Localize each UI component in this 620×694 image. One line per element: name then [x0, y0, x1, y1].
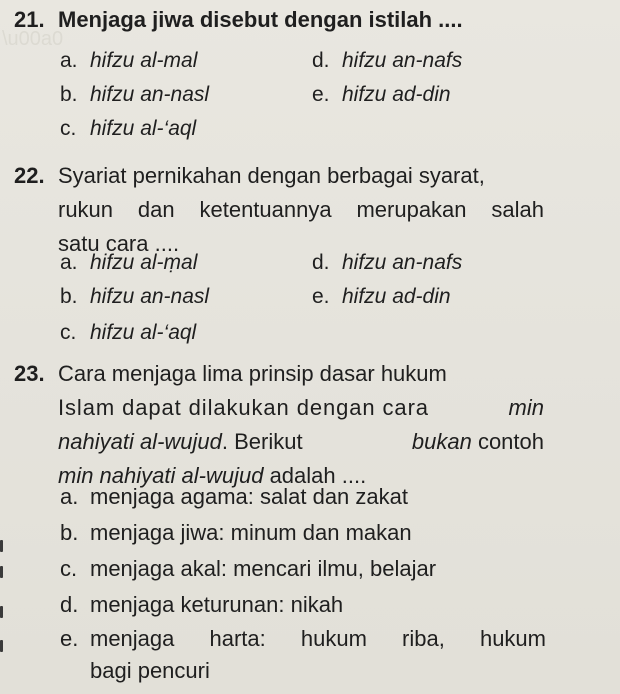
option-d[interactable] — [60, 590, 343, 620]
question-text: Islam dapat dilakukan dengan cara — [58, 395, 429, 420]
option-letter: b. — [60, 285, 78, 308]
option-text: hifzu an-nafs — [342, 251, 463, 274]
option-d[interactable] — [312, 248, 462, 278]
question-22-line-2: rukun dan ketentuannya merupakan salah — [58, 197, 544, 222]
question-22-line-1 — [14, 160, 485, 192]
left-edge-mark — [0, 606, 3, 618]
option-letter: a. — [60, 49, 78, 72]
question-term: min nahiyati al-wujud — [58, 463, 264, 488]
option-letter: c. — [60, 556, 78, 581]
question-text: Syariat pernikahan dengan berbagai syarat, — [58, 163, 485, 188]
bleed-through-text: \u00a0 — [2, 28, 64, 50]
option-letter: d. — [312, 251, 330, 274]
option-text: menjaga agama: salat dan zakat — [90, 484, 408, 509]
question-23-line-3 — [58, 426, 544, 458]
option-text: hifzu al-mal — [90, 49, 198, 72]
option-letter: a. — [60, 251, 78, 274]
option-letter: d. — [60, 592, 79, 617]
option-b[interactable] — [60, 518, 412, 548]
option-letter: e. — [312, 83, 330, 106]
option-letter: e. — [60, 626, 79, 651]
option-e[interactable] — [60, 624, 546, 654]
option-a[interactable] — [60, 46, 197, 76]
question-22-line-3: satu cara .... — [58, 231, 180, 256]
option-b[interactable] — [60, 80, 209, 110]
left-edge-mark — [0, 566, 3, 578]
option-letter: a. — [60, 484, 79, 509]
option-e[interactable] — [312, 80, 451, 110]
option-text: hifzu an-nasl — [90, 285, 210, 308]
question-number: 22. — [14, 163, 45, 188]
option-c[interactable] — [60, 114, 196, 144]
question-text: contoh — [477, 429, 544, 454]
question-text: . Berikut — [221, 429, 303, 454]
question-text: Cara menjaga lima prinsip dasar hukum — [58, 361, 447, 386]
option-text: menjaga keturunan: nikah — [90, 592, 344, 617]
option-text: hifzu al-‘aql — [90, 321, 197, 344]
option-letter: b. — [60, 520, 79, 545]
option-letter: d. — [312, 49, 330, 72]
option-c[interactable] — [60, 554, 436, 584]
left-edge-mark — [0, 640, 3, 652]
option-a[interactable] — [60, 482, 408, 512]
option-e[interactable] — [312, 282, 451, 312]
option-letter: c. — [60, 117, 77, 140]
option-text: hifzu ad-din — [342, 285, 451, 308]
question-term: min — [508, 395, 544, 420]
question-text: adalah .... — [269, 463, 367, 488]
option-letter: c. — [60, 321, 77, 344]
option-b[interactable] — [60, 282, 209, 312]
question-emphasis: bukan — [411, 429, 472, 454]
question-term: nahiyati al-wujud — [58, 429, 222, 454]
question-number: 21. — [14, 7, 45, 32]
option-text: hifzu al-‘aql — [90, 117, 197, 140]
option-d[interactable] — [312, 46, 462, 76]
left-edge-mark — [0, 540, 3, 552]
question-number: 23. — [14, 361, 45, 386]
question-text: Menjaga jiwa disebut dengan istilah .... — [58, 7, 463, 32]
question-23-line-1 — [14, 358, 447, 390]
option-letter: e. — [312, 285, 330, 308]
option-letter: b. — [60, 83, 78, 106]
option-c[interactable] — [60, 318, 196, 348]
question-21 — [14, 4, 463, 36]
option-a[interactable] — [60, 248, 197, 278]
question-23-line-2 — [58, 392, 544, 424]
option-text: menjaga jiwa: minum dan makan — [90, 520, 412, 545]
option-text: menjaga akal: mencari ilmu, belajar — [90, 556, 437, 581]
option-e-continuation: bagi pencuri — [90, 658, 210, 683]
option-text: hifzu al-ṃal — [90, 251, 198, 274]
option-text: hifzu ad-din — [342, 83, 451, 106]
option-text: hifzu an-nafs — [342, 49, 463, 72]
option-text: menjaga harta: hukum riba, hukum — [90, 626, 546, 651]
option-text: hifzu an-nasl — [90, 83, 210, 106]
